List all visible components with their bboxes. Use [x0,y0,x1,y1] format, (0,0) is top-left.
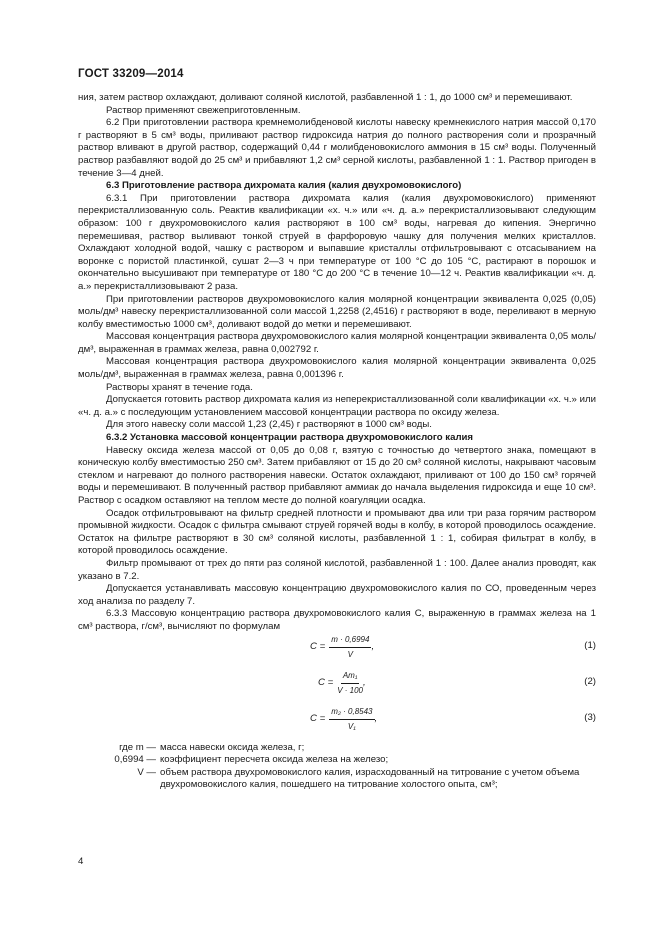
definition-term: V — [137,766,156,778]
definition-item [78,742,596,755]
formula-2 [78,670,596,706]
paragraph: Навеску оксида железа массой от 0,05 до 0,08 г, взятую с точностью до четвертого знака, помещают в коническую колбу вместимостью 250 см³. Затем прибавляют от 15 до 20 см³ соляной кислоты, накрывают часовым стеклом и нагревают до полного растворения навески. Остаток охлаждают, приливают от 100 до 150 см³ горячей воды и перемешивают. В полученный раствор прибавляют аммиак до начала выделения гидроксида и еще 10 см³. Раствор с осадком оставляют на теплом месте до полной коагуляции осадка. [78,444,596,506]
formula-denominator: V₁ [347,722,356,732]
formula-lhs: C = [310,713,326,725]
paragraph: Допускается устанавливать массовую концентрацию двухромовокислого калия по СО, проведенным через ход анализа по разделу 7. [78,583,596,607]
formula-numerator: Am₁ [341,670,360,685]
formula-denominator: V [347,650,353,660]
paragraph: При приготовлении растворов двухромовокислого калия молярной концентрации эквивалента 0,025 (0,05) моль/дм³ навеску перекристаллизованной соли массой 1,2258 (2,4516) г растворяют в воде, переливают в мерную колбу вместимостью 1000 см³, доливают водой до метки и перемешивают. [78,293,596,330]
formula-numerator: m · 0,6994 [329,634,371,649]
paragraph: Осадок отфильтровывают на фильтр средней плотности и промывают два или три раза горячим раствором промывной жидкости. Осадок с фильтра смывают струей горячей воды в колбу, в которой проводилось осаждение. Остаток на фильтре растворяют в 30 см³ соляной кислоты, разбавленной 1 : 1, собирая фильтрат в колбу, в которой проводилось осаждение. [78,507,596,557]
definition-item [78,767,596,780]
document-body [78,92,596,792]
formula-tail: , [363,677,366,689]
paragraph: Растворы хранят в течение года. [106,381,253,393]
formula-number: (1) [584,639,596,651]
paragraph: Для этого навеску соли массой 1,23 (2,45) г растворяют в 1000 см³ воды. [106,419,432,431]
paragraph: Фильтр промывают от трех до пяти раз соляной кислотой, разбавленной 1 : 100. Далее анализ проводят, как указано в 7.2. [78,557,596,582]
formula-number: (2) [584,675,596,687]
definition-text: двухромовокислого калия, пошедшего на титрование холостого опыта, см³; [160,779,498,791]
section-heading: 6.3.2 Установка массовой концентрации раствора двухромовокислого калия [106,432,474,444]
paragraph: 6.2 При приготовлении раствора кремнемолибденовой кислоты навеску кремнекислого натрия массой 0,170 г растворяют в 5 см³ воды, приливают раствор гидроксида натрия до полного растворения соли и прозрачный раствор вливают в другой раствор, содержащий 0,44 г молибденовокислого аммония в 15 см³ воды. Полученный раствор разбавляют водой до 25 см³ и прибавляют 1,2 см³ серной кислоты, разбавленной 1 : 1. Раствор пригоден в течение 3—4 дней. [78,117,596,179]
section-heading: 6.3 Приготовление раствора дихромата калия (калия двухромовокислого) [106,180,462,192]
formula-3 [78,706,596,742]
paragraph: ния, затем раствор охлаждают, доливают соляной кислотой, разбавленной 1 : 1, до 1000 см³ и перемешивают. [78,92,573,103]
definition-term [78,779,156,792]
formula-lhs: C = [310,641,326,653]
paragraph: Массовая концентрация раствора двухромовокислого калия молярной концентрации эквивалента 0,05 моль/дм³, выраженная в граммах железа, равна 0,002792 г. [78,331,596,355]
definition-text: масса навески оксида железа, г; [160,741,305,753]
paragraph: Раствор применяют свежеприготовленным. [106,104,301,116]
formula-tail: , [374,713,378,725]
formula-lhs: C = [318,677,334,689]
formula-numerator: m₂ · 0,8543 [329,706,374,721]
page-number: 4 [78,856,84,867]
definition-text: коэффициент пересчета оксида железа на железо; [160,754,389,766]
definition-term: 0,6994 — [114,754,156,766]
definitions-list [78,742,596,792]
formula-denominator: V · 100 [337,686,363,696]
formula-tail: , [371,641,375,653]
paragraph: 6.3.1 При приготовлении раствора дихромата калия (калия двухромовокислого) применяют перекристаллизованную соль. Реактив квалификации «х. ч.» или «ч. д. а.» перекристаллизовывают следующим образом: 100 г двухромовокислого калия растворяют в 100 см³ воды, нагревая до кипения. Энергично перемешивая, раствор выливают тонкой струей в фарфоровую чашку для получения мелких кристаллов. Охлаждают холодной водой, чашку с раствором и выпавшие кристаллы отфильтровывают с отсасыванием на воронке с пористой пластинкой, сушат 2—3 ч при температуре от 100 °С до 105 °С, растирают в порошок и окончательно высушивают при температуре от 180 °С до 200 °С в течение 10—12 ч. Реактив квалификации «ч. д. а.» перекристаллизовывают 2 раза. [78,192,596,292]
paragraph: 6.3.3 Массовую концентрацию раствора двухромовокислого калия С, выраженную в граммах железа на 1 см³ раствора, г/см³, вычисляют по формулам [78,608,596,632]
formula-1 [78,634,596,670]
definition-text: объем раствора двухромовокислого калия, израсходованный на титрование с учетом объема [160,766,580,778]
definition-item [78,779,596,792]
definition-item [78,754,596,767]
document-header: ГОСТ 33209—2014 [78,68,184,80]
paragraph: Допускается готовить раствор дихромата калия из неперекристаллизованной соли квалификации «х. ч.» или «ч. д. а.» с последующим установлением массовой концентрации раствора по оксиду железа. [78,394,596,418]
definition-term: где m — [119,741,156,753]
formula-number: (3) [584,711,596,723]
paragraph: Массовая концентрация раствора двухромовокислого калия молярной концентрации эквивалента 0,025 моль/дм³, выраженная в граммах железа, равна 0,001396 г. [78,356,596,381]
